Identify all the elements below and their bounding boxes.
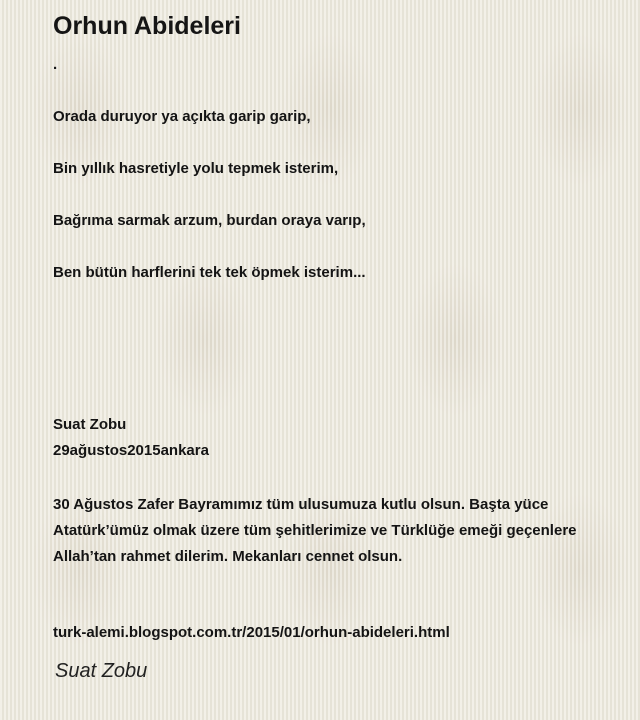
source-text: turk-alemi.blogspot.com.tr/2015/01/orhun-abideleri.html bbox=[53, 624, 450, 641]
poem-date-place: 29ağustos2015ankara bbox=[53, 442, 209, 459]
poem-dot: . bbox=[53, 56, 58, 73]
poem-author: Suat Zobu bbox=[53, 416, 127, 433]
poem-message: 30 Ağustos Zafer Bayramımız tüm ulusumuza kutlu olsun. Başta yüce Atatürk’ümüz olmak üzere tüm şehitlerimize ve Türklüğe emeği geçenlere Allah’tan rahmet dilerim. Mekanları cennet olsun. bbox=[53, 496, 577, 565]
poem-title: Orhun Abideleri bbox=[53, 12, 241, 40]
poem-line-4: Ben bütün harflerini tek tek öpmek isterim... bbox=[53, 264, 366, 281]
poem-line-1: Orada duruyor ya açıkta garip garip, bbox=[53, 108, 311, 125]
poem-line-2: Bin yıllık hasretiyle yolu tepmek isterim, bbox=[53, 160, 339, 177]
poet-signature: Suat Zobu bbox=[55, 660, 148, 682]
poem-line-3: Bağrıma sarmak arzum, burdan oraya varıp, bbox=[53, 212, 366, 229]
